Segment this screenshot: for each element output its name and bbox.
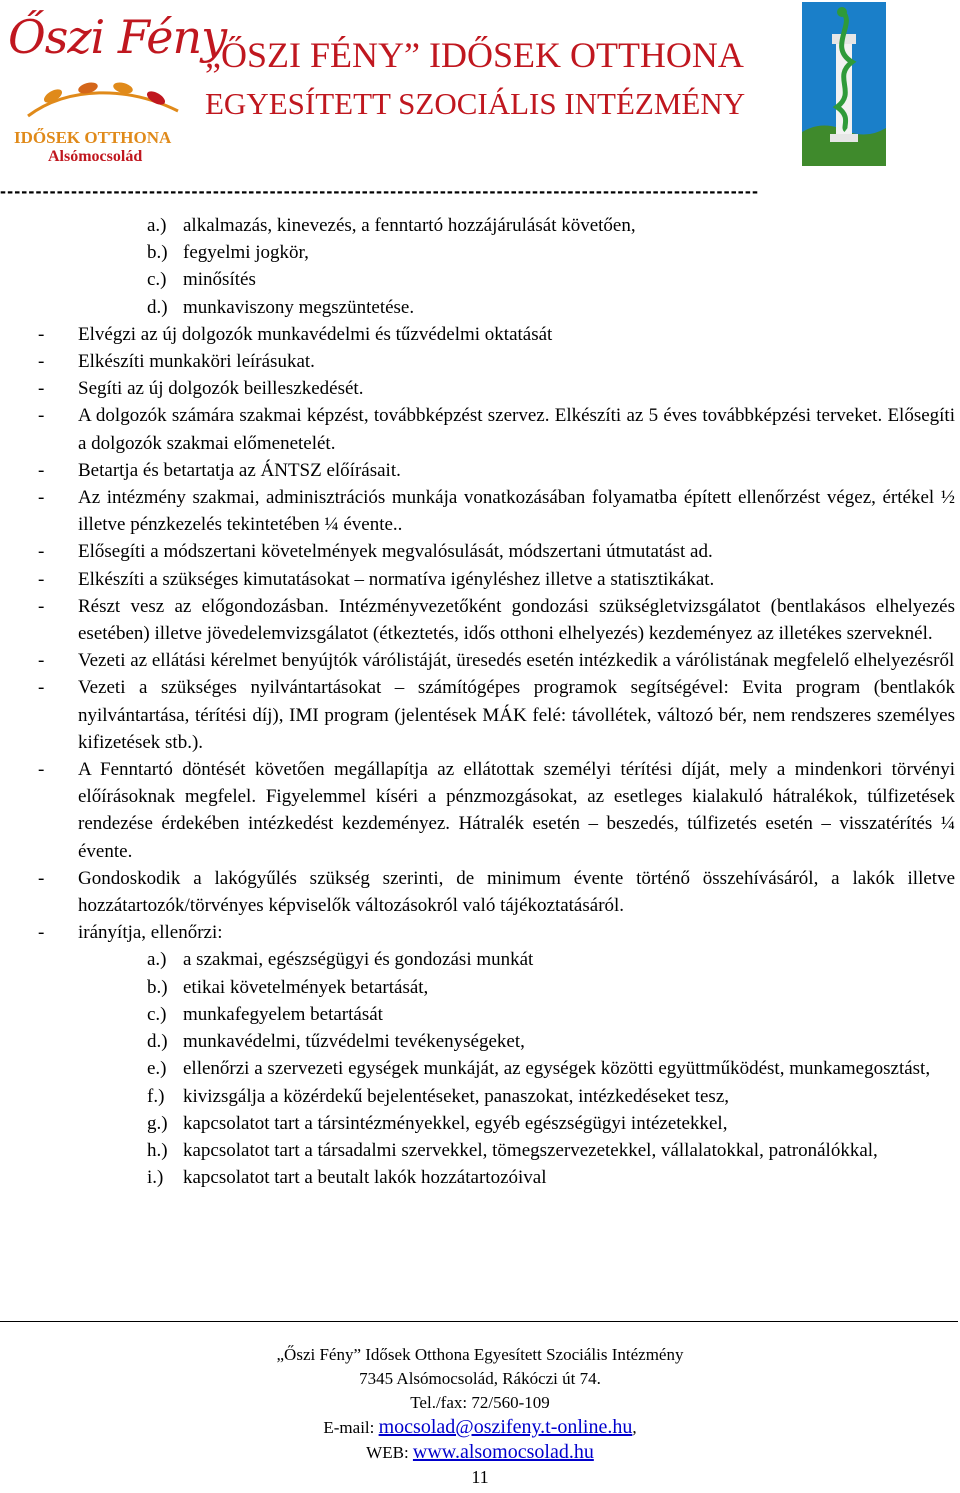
list-item-marker: - xyxy=(38,759,45,781)
page-footer xyxy=(0,1343,960,1489)
footer-institution: „Őszi Fény” Idősek Otthona Egyesített Szociális Intézmény xyxy=(276,1345,684,1364)
list-item-text: fegyelmi jogkör, xyxy=(183,242,309,264)
page-number: 11 xyxy=(471,1467,489,1487)
sub-list-item xyxy=(38,239,955,266)
list-item-marker: - xyxy=(38,487,45,509)
list-item-marker: g.) xyxy=(147,1112,168,1134)
header-separator: ----------------------------------------------------------------------------------------------------------- xyxy=(0,181,760,201)
list-item-marker: d.) xyxy=(147,296,168,318)
list-item-marker: - xyxy=(38,922,45,944)
list-item-text: kapcsolatot tart a társadalmi szervekkel, tömegszervezetekkel, vállalatokkal, patronálókkal, xyxy=(183,1139,878,1161)
footer-web-link[interactable]: www.alsomocsolad.hu xyxy=(412,1441,594,1463)
list-item-marker: c.) xyxy=(147,269,167,291)
list-item-text: Elkészíti munkaköri leírásukat. xyxy=(78,351,315,373)
list-item-marker: c.) xyxy=(147,1003,167,1025)
sub-list-item xyxy=(38,1001,955,1028)
bullet-list-item xyxy=(38,674,955,756)
logo-leaves-icon xyxy=(8,66,198,126)
list-item-marker: h.) xyxy=(147,1139,168,1161)
footer-phone: Tel./fax: 72/560-109 xyxy=(410,1393,550,1412)
list-item-marker: - xyxy=(38,650,45,672)
list-item-text: Az intézmény szakmai, adminisztrációs munkája vonatkozásában folyamatba épített ellenőrzést végez, értékel ½ illetve pénzkezelés tekintetében ¼ évente.. xyxy=(78,487,955,536)
list-item-text: Vezeti az ellátási kérelmet benyújtók várólistáját, üresedés esetén intézkedik a várólistának megfelelő elhelyezésről xyxy=(78,650,955,672)
list-item-text: Elvégzi az új dolgozók munkavédelmi és tűzvédelmi oktatását xyxy=(78,323,553,345)
list-item-text: Vezeti a szükséges nyilvántartásokat – számítógépes programok segítségével: Evita program (bentlakók nyilvántartása, térítési díj), IMI program (jelentések MÁK felé: távollétek, változó bér, nem rendszeres személyes kifizetések stb.). xyxy=(78,677,955,753)
list-item-marker: - xyxy=(38,459,45,481)
list-item-marker: - xyxy=(38,595,45,617)
list-item-text: a szakmai, egészségügyi és gondozási munkát xyxy=(183,949,534,971)
institution-title: „ŐSZI FÉNY” IDŐSEK OTTHONA xyxy=(205,35,744,75)
list-item-text: Segíti az új dolgozók beilleszkedését. xyxy=(78,378,364,400)
list-item-marker: - xyxy=(38,677,45,699)
sub-list-item xyxy=(38,1110,955,1137)
logo-line-1: IDŐSEK OTTHONA xyxy=(14,128,172,147)
bullet-list-item xyxy=(38,647,955,674)
sub-list-item xyxy=(38,1055,955,1082)
list-item-marker: b.) xyxy=(147,976,168,998)
list-item-marker: - xyxy=(38,568,45,590)
list-item-marker: b.) xyxy=(147,242,168,264)
sub-list-item xyxy=(38,1137,955,1164)
bullet-list-item xyxy=(38,348,955,375)
sub-list-item xyxy=(38,974,955,1001)
list-item-marker: - xyxy=(38,351,45,373)
institution-subtitle: EGYESÍTETT SZOCIÁLIS INTÉZMÉNY xyxy=(205,86,746,121)
sub-list-item xyxy=(38,294,955,321)
bullet-list-item xyxy=(38,919,955,946)
bullet-list-item xyxy=(38,756,955,865)
bullet-list-item xyxy=(38,484,955,538)
bullet-list-item xyxy=(38,566,955,593)
list-item-text: Részt vesz az előgondozásban. Intézményvezetőként gondozási szükségletvizsgálatot (bentlakásos elhelyezés esetében) illetve jövedelemvizsgálatot (étkeztetés, idős otthoni elhelyezés) kezdeményez az illetékes szerveknél. xyxy=(78,595,955,645)
list-item-marker: - xyxy=(38,323,45,345)
sub-list-item xyxy=(38,1083,955,1110)
list-item-marker: i.) xyxy=(147,1167,164,1189)
footer-address: 7345 Alsómocsolád, Rákóczi út 74. xyxy=(359,1369,601,1388)
list-item-text: kivizsgálja a közérdekű bejelentéseket, panaszokat, intézkedéseket tesz, xyxy=(183,1085,729,1107)
list-item-text: ellenőrzi a szervezeti egységek munkáját, az egységek közötti együttműködést, munkamegosztást, xyxy=(183,1058,931,1080)
list-item-text: Betartja és betartatja az ÁNTSZ előírásait. xyxy=(78,459,401,481)
bullet-list-item xyxy=(38,593,955,647)
list-item-text: Elkészíti a szükséges kimutatásokat – normatíva igényléshez illetve a statisztikákat. xyxy=(78,568,715,590)
sub-list-item xyxy=(38,212,955,239)
list-item-marker: - xyxy=(38,867,45,889)
list-item-marker: - xyxy=(38,405,45,427)
footer-web-label: WEB: xyxy=(366,1443,413,1462)
list-item-marker: f.) xyxy=(147,1085,165,1107)
list-item-text: minősítés xyxy=(183,269,256,291)
list-item-marker: - xyxy=(38,541,45,563)
list-item-text: Gondoskodik a lakógyűlés szükség szerinti, de minimum évente történő összehívásáról, a lakók illetve hozzátartozók/törvényes képviselők változásokról való tájékoztatásáról. xyxy=(78,867,955,917)
footer-divider xyxy=(0,1321,958,1322)
list-item-text: munkavédelmi, tűzvédelmi tevékenységeket, xyxy=(183,1031,525,1053)
list-item-marker: d.) xyxy=(147,1031,168,1053)
document-body xyxy=(38,212,955,1191)
sub-list-item xyxy=(38,946,955,973)
sub-list-item xyxy=(38,266,955,293)
list-item-text: Elősegíti a módszertani követelmények megvalósulását, módszertani útmutatást ad. xyxy=(78,541,713,563)
footer-email-suffix: , xyxy=(632,1418,637,1437)
list-item-text: irányítja, ellenőrzi: xyxy=(78,922,223,944)
list-item-text: etikai követelmények betartását, xyxy=(183,976,429,998)
bullet-list-item xyxy=(38,457,955,484)
logo-script-text: Őszi Fény xyxy=(8,10,227,64)
sub-list-item xyxy=(38,1164,955,1191)
bullet-list-item xyxy=(38,402,955,456)
list-item-text: kapcsolatot tart a beutalt lakók hozzátartozóival xyxy=(183,1167,547,1189)
footer-web-row xyxy=(0,1440,960,1465)
footer-email-link[interactable]: mocsolad@oszifeny.t-online.hu xyxy=(378,1416,633,1438)
logo-line-2: Alsómocsolád xyxy=(48,148,143,165)
sub-list-item xyxy=(38,1028,955,1055)
list-item-marker: e.) xyxy=(147,1058,167,1080)
coat-of-arms-icon xyxy=(802,2,886,166)
bullet-list-item xyxy=(38,375,955,402)
list-item-text: alkalmazás, kinevezés, a fenntartó hozzájárulását követően, xyxy=(183,215,636,236)
list-item-text: munkafegyelem betartását xyxy=(183,1003,383,1025)
bullet-list-item xyxy=(38,321,955,348)
list-item-text: munkaviszony megszüntetése. xyxy=(183,296,415,318)
institution-logo xyxy=(8,6,227,165)
list-item-text: kapcsolatot tart a társintézményekkel, egyéb egészségügyi intézetekkel, xyxy=(183,1112,728,1134)
list-item-marker: - xyxy=(38,378,45,400)
bullet-list-item xyxy=(38,538,955,565)
list-item-marker: a.) xyxy=(147,215,167,236)
bullet-list-item xyxy=(38,865,955,919)
page-header xyxy=(0,0,960,200)
footer-email-label: E-mail: xyxy=(323,1418,379,1437)
list-item-text: A Fenntartó döntését követően megállapítja az ellátottak személyi térítési díját, mely a mindenkori törvényi előírásoknak megfelel. Figyelemmel kíséri a pénzmozgásokat, az esetleges kialakuló hátralékok, túlfizetések rendezése érdekében intézkedést kezdeményez. Hátralék esetén – beszedés, túlfizetés esetén – visszatérítés ¼ évente. xyxy=(78,759,955,862)
list-item-marker: a.) xyxy=(147,949,167,971)
list-item-text: A dolgozók számára szakmai képzést, továbbképzést szervez. Elkészíti az 5 éves továbbképzési terveket. Elősegíti a dolgozók szakmai előmenetelét. xyxy=(78,405,955,454)
footer-email-row xyxy=(0,1415,960,1440)
